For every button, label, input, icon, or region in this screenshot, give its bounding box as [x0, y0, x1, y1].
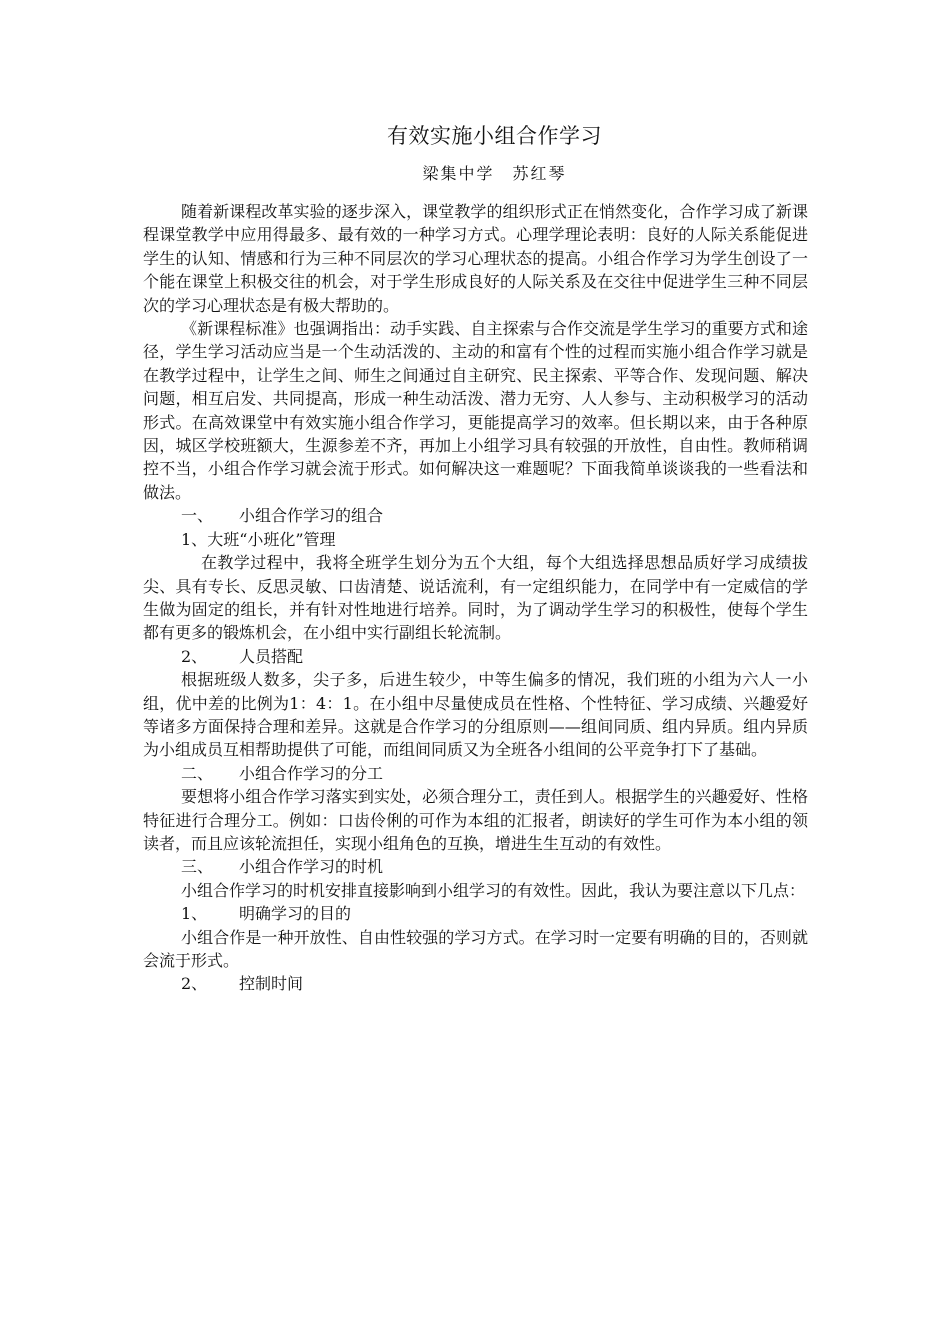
section-heading-3: [143, 855, 808, 878]
section-number: 一、: [181, 506, 214, 526]
section-number: 二、: [181, 763, 214, 783]
paragraph-grouping: 在教学过程中，我将全班学生划分为五个大组，每个大组选择思想品质好学习成绩拔尖、具有专长、反思灵敏、口齿清楚、说话流利，有一定组织能力，在同学中有一定威信的学生做为固定的组长，并有针对性地进行培养。同时，为了调动学生学习的积极性，使每个学生都有更多的锻炼机会，在小组中实行副组长轮流制。: [143, 553, 808, 643]
document-title: 有效实施小组合作学习: [387, 124, 602, 148]
author-line: [181, 162, 808, 186]
subsection-heading-3-2: [143, 972, 808, 995]
paragraph-intro: 随着新课程改革实验的逐步深入，课堂教学的组织形式正在悄然变化，合作学习成了新课程课堂教学中应用得最多、最有效的一种学习方式。心理学理论表明：良好的人际关系能促进学生的认知、情感和行为三种不同层次的学习心理状态的提高。小组合作学习为学生创设了一个能在课堂上积极交往的机会，对于学生形成良好的人际关系及在交往中促进学生三种不同层次的学习心理状态是有极大帮助的。: [143, 202, 808, 315]
paragraph-purpose: 小组合作是一种开放性、自由性较强的学习方式。在学习时一定要有明确的目的，否则就会流于形式。: [143, 927, 808, 970]
paragraph-timing: 小组合作学习的时机安排直接影响到小组学习的有效性。因此，我认为要注意以下几点：: [181, 880, 806, 900]
subsection-title: 控制时间: [239, 974, 304, 994]
paragraph-member-mix: 根据班级人数多，尖子多，后进生较少，中等生偏多的情况，我们班的小组为六人一小组，优中差的比例为1：4：1。在小组中尽量使成员在性格、个性特征、学习成绩、兴趣爱好等诸多方面保持合理和差异。这就是合作学习的分组原则——组间同质、组内异质。组内异质为小组成员互相帮助提供了可能，而组间同质又为全班各小组间的公平竞争打下了基础。: [143, 670, 808, 760]
subsection-title: 大班“小班化”管理: [207, 529, 336, 549]
section-heading-1: [143, 504, 808, 527]
subsection-number: 2、: [181, 974, 208, 994]
paragraph-standard: 《新课程标准》也强调指出：动手实践、自主探索与合作交流是学生学习的重要方式和途径，学生学习活动应当是一个生动活泼的、主动的和富有个性的过程而实施小组合作学习就是在教学过程中，让学生之间、师生之间通过自主研究、民主探索、平等合作、发现问题、解决问题，相互启发、共同提高，形成一种生动活泼、潜力无穷、人人参与、主动积极学习的活动形式。在高效课堂中有效实施小组合作学习，更能提高学习的效率。但长期以来，由于各种原因，城区学校班额大，生源参差不齐，再加上小组学习具有较强的开放性，自由性。教师稍调控不当，小组合作学习就会流于形式。如何解决这一难题呢？下面我简单谈谈我的一些看法和做法。: [143, 319, 808, 502]
section-title: 小组合作学习的组合: [239, 506, 384, 526]
document-body: [143, 122, 808, 996]
author-school: 梁集中学: [422, 164, 495, 183]
subsection-title: 明确学习的目的: [239, 904, 352, 924]
subsection-heading-1-1: [143, 528, 808, 551]
section-title: 小组合作学习的时机: [239, 857, 384, 877]
subsection-heading-1-2: [143, 645, 808, 668]
subsection-number: 1、: [181, 904, 208, 924]
subsection-number: 1、: [181, 529, 208, 549]
paragraph-division: 要想将小组合作学习落实到实处，必须合理分工，责任到人。根据学生的兴趣爱好、性格特征进行合理分工。例如：口齿伶俐的可作为本组的汇报者，朗读好的学生可作为本小组的领读者，而且应该轮流担任，实现小组角色的互换，增进生生互动的有效性。: [143, 787, 808, 853]
author-name: 苏红琴: [512, 164, 567, 183]
section-number: 三、: [181, 857, 214, 877]
subsection-heading-3-1: [143, 902, 808, 925]
subsection-number: 2、: [181, 646, 208, 666]
section-heading-2: [143, 762, 808, 785]
subsection-title: 人员搭配: [239, 646, 304, 666]
section-title: 小组合作学习的分工: [239, 763, 384, 783]
